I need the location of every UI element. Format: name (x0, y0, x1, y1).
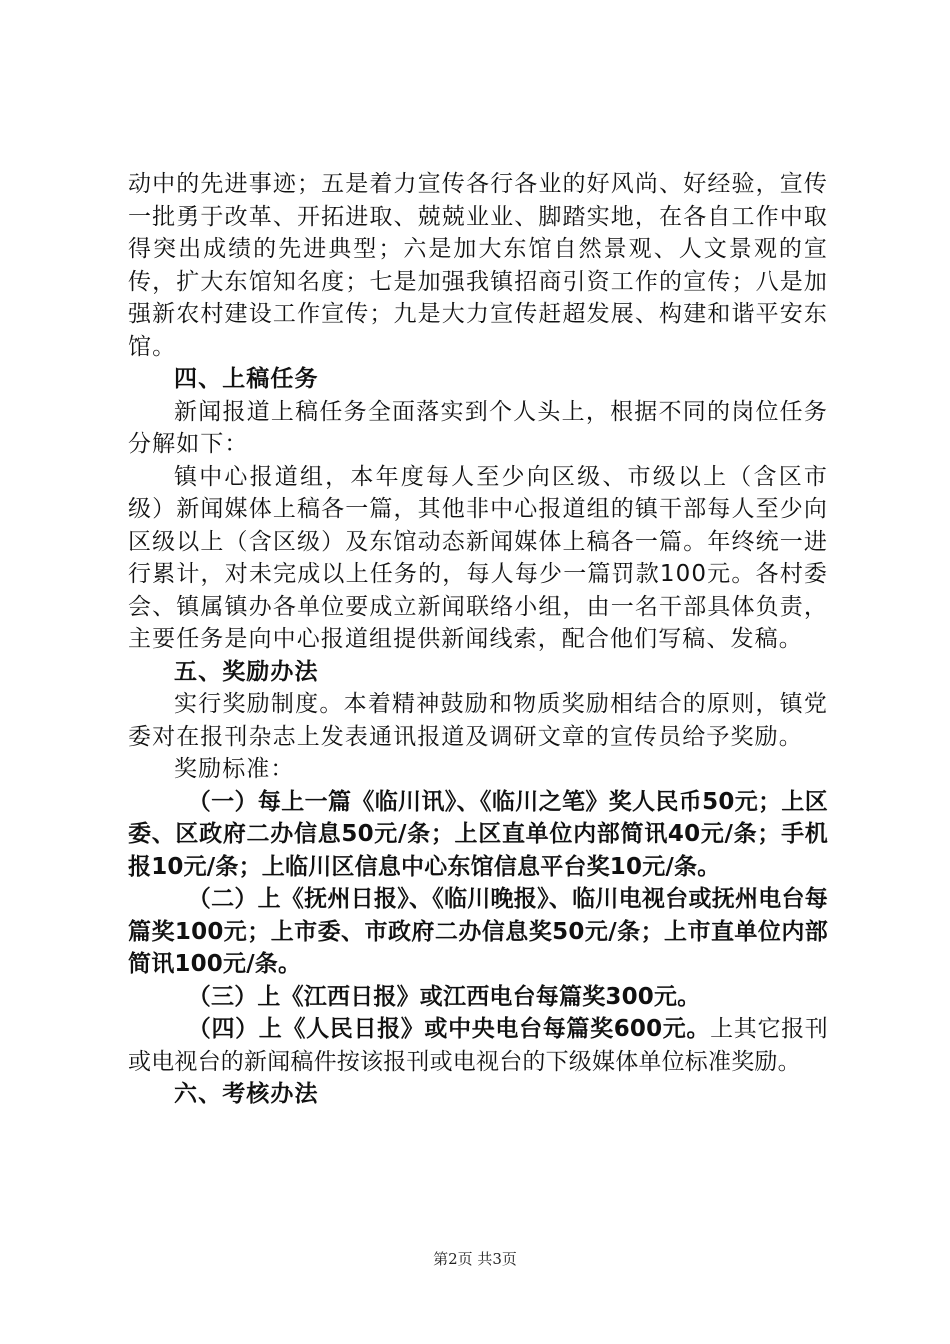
page-footer: 第2页 共3页 (433, 1250, 517, 1268)
reward-item-1: （一）每上一篇《临川讯》、《临川之笔》奖人民币50元；上区委、区政府二办信息50元/条；上区直单位内部简讯40元/条；手机报10元/条；上临川区信息中心东馆信息平台奖10元/条。 (128, 788, 828, 880)
reward-item-4-tail: 上其它报刊或电视台的新闻稿件按该报刊或电视台的下级媒体单位标准奖励。 (128, 1016, 828, 1075)
paragraph-rewards-standard: 奖励标准： (174, 756, 295, 782)
paragraph-tasks-intro: 新闻报道上稿任务全面落实到个人头上，根据不同的岗位任务分解如下： (128, 398, 828, 457)
reward-item-4 (128, 1013, 828, 1078)
reward-item-3: （三）上《江西日报》或江西电台每篇奖300元。 (187, 983, 701, 1010)
paragraph-tasks-detail: 镇中心报道组，本年度每人至少向区级、市级以上（含区市级）新闻媒体上稿各一篇，其他非中心报道组的镇干部每人至少向区级以上（含区级）及东馆动态新闻媒体上稿各一篇。年终统一进行累计，对未完成以上任务的，每人每少一篇罚款100元。各村委会、镇属镇办各单位要成立新闻联络小组，由一名干部具体负责，主要任务是向中心报道组提供新闻线索，配合他们写稿、发稿。 (128, 463, 828, 652)
paragraph-continuation: 动中的先进事迹；五是着力宣传各行各业的好风尚、好经验，宣传一批勇于改革、开拓进取、兢兢业业、脚踏实地，在各自工作中取得突出成绩的先进典型；六是加大东馆自然景观、人文景观的宣传，扩大东馆知名度；七是加强我镇招商引资工作的宣传；八是加强新农村建设工作宣传；九是大力宣传赶超发展、构建和谐平安东馆。 (128, 171, 828, 360)
reward-item-2: （二）上《抚州日报》、《临川晚报》、临川电视台或抚州电台每篇奖100元；上市委、市政府二办信息奖50元/条；上市直单位内部简讯100元/条。 (128, 886, 828, 977)
section-heading-tasks: 四、上稿任务 (174, 366, 319, 392)
reward-item-4-bold: （四）上《人民日报》或中央电台每篇奖600元。 (187, 1016, 711, 1042)
paragraph-rewards-intro: 实行奖励制度。本着精神鼓励和物质奖励相结合的原则，镇党委对在报刊杂志上发表通讯报道及调研文章的宣传员给予奖励。 (128, 691, 828, 750)
section-heading-rewards: 五、奖励办法 (174, 658, 319, 685)
document-body (128, 168, 828, 1111)
section-heading-assessment: 六、考核办法 (174, 1081, 319, 1107)
